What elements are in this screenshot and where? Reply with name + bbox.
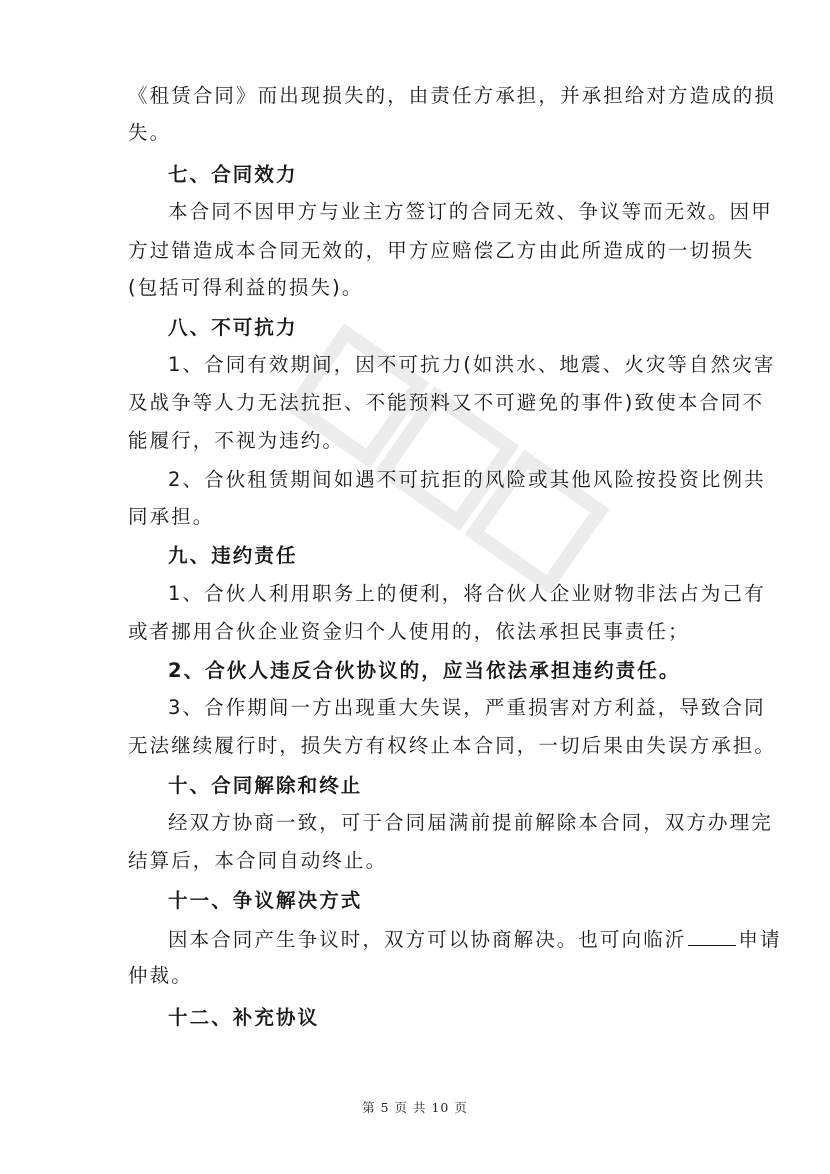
body-line-17: 3、合作期间一方出现重大失误，严重损害对方利益，导致合同 bbox=[168, 696, 766, 719]
section-heading-9: 九、违约责任 bbox=[168, 544, 298, 567]
fill-in-blank bbox=[688, 925, 736, 946]
body-line-12: 同承担。 bbox=[128, 505, 215, 528]
body-line-18: 无法继续履行时，损失方有权终止本合同，一切后果由失误方承担。 bbox=[128, 734, 777, 757]
body-line-23-tail: 申请 bbox=[738, 928, 782, 951]
body-line-4: 本合同不因甲方与业主方签订的合同无效、争议等而无效。因甲 bbox=[168, 200, 773, 223]
body-line-9: 及战争等人力无法抗拒、不能预料又不可避免的事件)致使本合同不 bbox=[128, 391, 765, 414]
body-line-10: 能履行，不视为违约。 bbox=[128, 429, 345, 452]
body-line-6: (包括可得利益的损失)。 bbox=[128, 276, 364, 299]
body-line-23 bbox=[168, 925, 782, 954]
body-line-2: 失。 bbox=[128, 121, 172, 144]
body-line-11: 2、合伙租赁期间如遇不可抗拒的风险或其他风险按投资比例共 bbox=[168, 468, 766, 491]
body-line-21: 结算后，本合同自动终止。 bbox=[128, 849, 388, 872]
body-line-1: 《租赁合同》而出现损失的，由责任方承担，并承担给对方造成的损 bbox=[128, 84, 777, 107]
body-line-16: 2、合伙人违反合伙协议的，应当依法承担违约责任。 bbox=[168, 659, 681, 682]
body-line-23-text: 因本合同产生争议时，双方可以协商解决。也可向临沂 bbox=[168, 928, 687, 951]
body-line-14: 1、合伙人利用职务上的便利，将合伙人企业财物非法占为己有 bbox=[168, 582, 766, 605]
body-line-20: 经双方协商一致，可于合同届满前提前解除本合同，双方办理完 bbox=[168, 811, 773, 834]
body-line-8: 1、合同有效期间，因不可抗力(如洪水、地震、火灾等自然灾害 bbox=[168, 353, 776, 376]
section-heading-8: 八、不可抗力 bbox=[168, 316, 298, 339]
body-line-24: 仲裁。 bbox=[128, 964, 193, 987]
body-line-5: 方过错造成本合同无效的，甲方应赔偿乙方由此所造成的一切损失 bbox=[128, 239, 755, 262]
page-number-footer: 第 5 页 共 10 页 bbox=[362, 1100, 468, 1115]
watermark-graphic bbox=[250, 290, 630, 630]
section-heading-10: 十、合同解除和终止 bbox=[168, 774, 363, 797]
section-heading-11: 十一、争议解决方式 bbox=[168, 889, 363, 912]
body-line-15: 或者挪用合伙企业资金归个人使用的，依法承担民事责任； bbox=[128, 620, 690, 643]
section-heading-7: 七、合同效力 bbox=[168, 163, 298, 186]
section-heading-12: 十二、补充协议 bbox=[168, 1006, 320, 1029]
